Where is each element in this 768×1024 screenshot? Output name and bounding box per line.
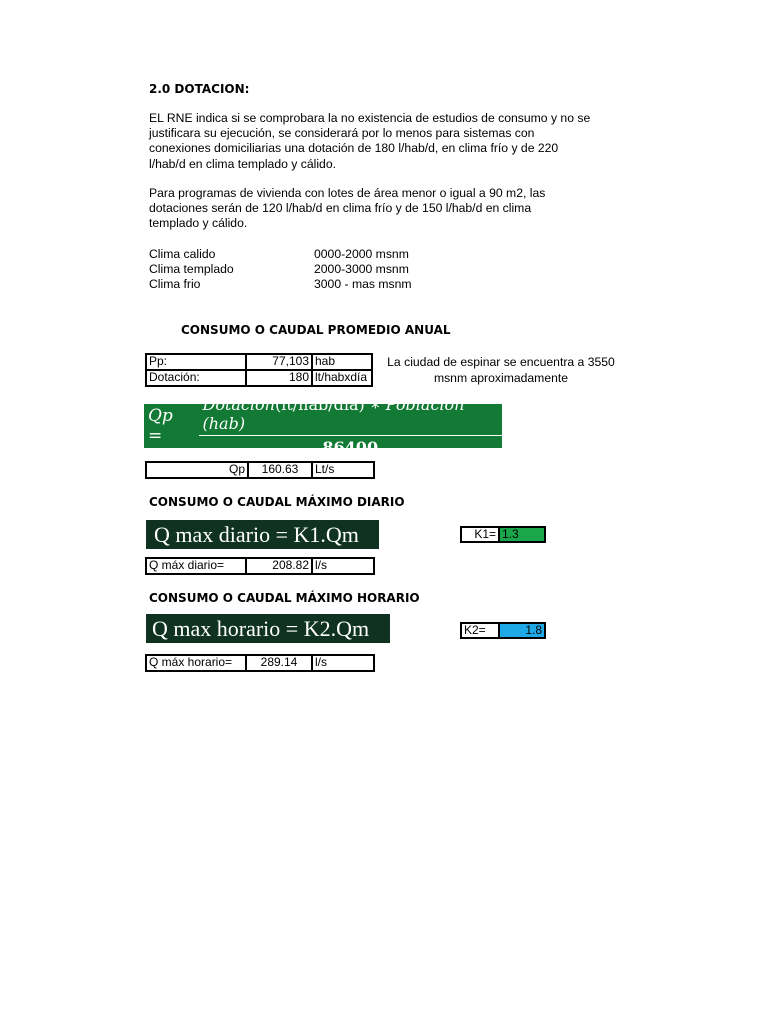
clima-name: Clima frio [149, 277, 201, 291]
diario-formula: Q max diario = K1.Qm [146, 520, 379, 549]
formula-fraction [199, 395, 503, 457]
k1-value-cell: 1.3 [498, 526, 546, 543]
paragraph-1 [149, 111, 629, 172]
clima-row [149, 247, 449, 262]
clima-range: 0000-2000 msnm [314, 247, 409, 261]
note-line: msnm aproximadamente [433, 371, 569, 385]
paragraph-line: conexiones domiciliarias una dotación de 180 l/hab/d, en clima frío y de 220 [149, 141, 559, 156]
dotacion-label-cell: Dotación: [145, 369, 247, 387]
paragraph-line: Para programas de vivienda con lotes de área menor o igual a 90 m2, las [149, 186, 546, 200]
clima-row [149, 262, 449, 277]
note-line: La ciudad de espinar se encuentra a 3550 [387, 355, 615, 369]
qp-label-cell: Qp [145, 461, 249, 479]
clima-name: Clima templado [149, 262, 234, 276]
horario-result-label: Q máx horario= [145, 654, 247, 672]
qp-formula [144, 395, 502, 457]
clima-range: 2000-3000 msnm [314, 262, 409, 276]
promedio-heading: CONSUMO O CAUDAL PROMEDIO ANUAL [181, 323, 451, 337]
numerator-poblacion: ∗ Población [364, 395, 465, 414]
section-title: 2.0 DOTACION: [149, 82, 250, 96]
horario-result-unit: l/s [311, 654, 375, 672]
horario-formula: Q max horario = K2.Qm [146, 614, 390, 643]
altitude-note [378, 354, 624, 386]
qp-value-cell: 160.63 [247, 461, 313, 479]
diario-result-value: 208.82 [245, 557, 313, 575]
diario-result-label: Q máx diario= [145, 557, 247, 575]
clima-row [149, 277, 449, 292]
diario-heading: CONSUMO O CAUDAL MÁXIMO DIARIO [149, 495, 405, 509]
dotacion-value-cell: 180 [245, 369, 313, 387]
numerator-poblacion-unit: (hab) [202, 414, 246, 433]
paragraph-line: justificara su ejecución, se considerará por lo menos para sistemas con [149, 126, 535, 141]
dotacion-unit-cell: lt/habxdía [311, 369, 373, 387]
paragraph-2 [149, 186, 629, 232]
k2-value-cell: 1.8 [498, 622, 546, 639]
numerator-dotacion-unit: (lt/hab/día) [274, 395, 365, 414]
paragraph-line: templado y cálido. [149, 216, 248, 231]
diario-result-unit: l/s [311, 557, 375, 575]
qp-unit-cell: Lt/s [311, 461, 375, 479]
clima-range: 3000 - mas msnm [314, 277, 412, 291]
formula-lhs: Qp = [148, 406, 173, 446]
formula-numerator [199, 395, 503, 436]
numerator-dotacion: Dotación [202, 395, 275, 414]
pp-label-cell: Pp: [145, 353, 247, 371]
paragraph-line: l/hab/d en clima templado y cálido. [149, 156, 336, 171]
pp-value-cell: 77,103 [245, 353, 313, 371]
clima-name: Clima calido [149, 247, 216, 261]
horario-result-value: 289.14 [245, 654, 313, 672]
formula-denominator: 86400 [322, 438, 379, 457]
k1-label-cell: K1= [460, 526, 500, 543]
horario-heading: CONSUMO O CAUDAL MÁXIMO HORARIO [149, 591, 420, 605]
k2-label-cell: K2= [460, 622, 500, 639]
pp-unit-cell: hab [311, 353, 373, 371]
paragraph-line: EL RNE indica si se comprobara la no existencia de estudios de consumo y no se [149, 111, 591, 125]
paragraph-line: dotaciones serán de 120 l/hab/d en clima frío y de 150 l/hab/d en clima [149, 201, 532, 216]
